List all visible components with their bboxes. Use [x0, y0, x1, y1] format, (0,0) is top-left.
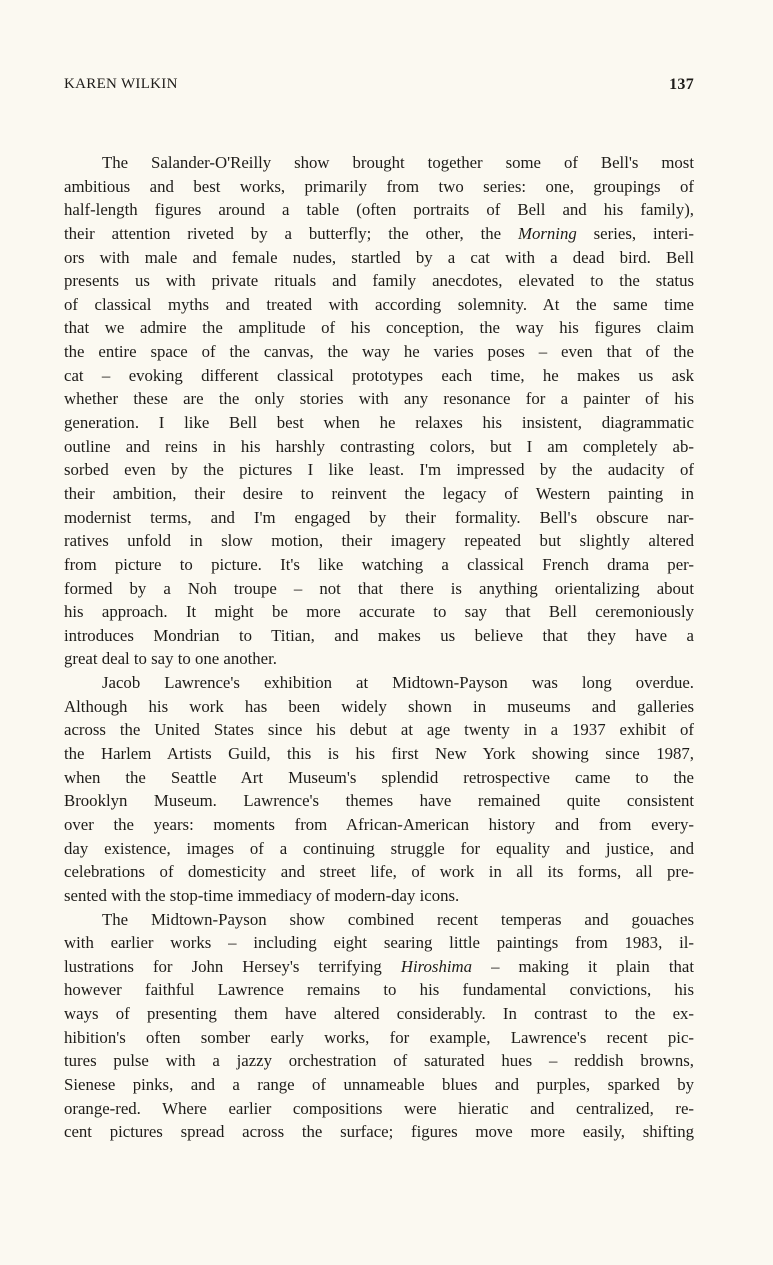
text-line: ratives unfold in slow motion, their imagery repeated but slightly altered — [64, 531, 694, 551]
text-line: Brooklyn Museum. Lawrence's themes have remained quite consistent — [64, 791, 694, 811]
text-line: ambitious and best works, primarily from two series: one, groupings of — [64, 176, 694, 196]
text-line: however faithful Lawrence remains to his fundamental convictions, his — [64, 980, 694, 1000]
running-head — [64, 76, 694, 100]
text-line: from picture to picture. It's like watching a classical French drama per- — [64, 554, 694, 574]
text-line: generation. I like Bell best when he relaxes his insistent, diagrammatic — [64, 413, 694, 433]
text-line: cat – evoking different classical prototypes each time, he makes us ask — [64, 365, 694, 385]
text-line: sented with the stop-time immediacy of modern-day icons. — [64, 885, 460, 905]
text-line: formed by a Noh troupe – not that there is anything orientalizing about — [64, 578, 694, 598]
text-line: lustrations for John Hersey's terrifying Hiroshima – making it plain that — [64, 956, 694, 976]
text-line: across the United States since his debut at age twenty in a 1937 exhibit of — [64, 720, 694, 740]
text-line: day existence, images of a continuing struggle for equality and justice, and — [64, 838, 694, 858]
text-line: great deal to say to one another. — [64, 649, 277, 669]
page-number: 137 — [669, 76, 694, 93]
text-line: Sienese pinks, and a range of unnameable blues and purples, sparked by — [64, 1074, 694, 1094]
text-line: their attention riveted by a butterfly; the other, the Morning series, interi- — [64, 223, 694, 243]
text-line: The Midtown-Payson show combined recent temperas and gouaches — [102, 909, 694, 929]
italic-title: Morning — [518, 223, 577, 243]
text-line: tures pulse with a jazzy orchestration of saturated hues – reddish browns, — [64, 1051, 694, 1071]
text-line: that we admire the amplitude of his conception, the way his figures claim — [64, 318, 694, 338]
text-line: orange-red. Where earlier compositions were hieratic and centralized, re- — [64, 1098, 694, 1118]
text-line: Jacob Lawrence's exhibition at Midtown-Payson was long overdue. — [102, 673, 694, 693]
text-line: of classical myths and treated with according solemnity. At the same time — [64, 294, 694, 314]
text-line: his approach. It might be more accurate to say that Bell ceremoniously — [64, 602, 694, 622]
text-line: introduces Mondrian to Titian, and makes us believe that they have a — [64, 625, 694, 645]
paragraph — [64, 908, 694, 1144]
text-line: sorbed even by the pictures I like least. I'm impressed by the audacity of — [64, 460, 694, 480]
text-line: Although his work has been widely shown in museums and galleries — [64, 696, 694, 716]
italic-title: Hiroshima — [400, 956, 473, 976]
text-line: over the years: moments from African-American history and from every- — [64, 814, 694, 834]
text-line: presents us with private rituals and family anecdotes, elevated to the status — [64, 271, 694, 291]
text-line: cent pictures spread across the surface; figures move more easily, shifting — [64, 1122, 694, 1142]
text-line: whether these are the only stories with any resonance for a painter of his — [64, 389, 694, 409]
text-line: their ambition, their desire to reinvent the legacy of Western painting in — [64, 483, 694, 503]
text-line: half-length figures around a table (often portraits of Bell and his family), — [64, 200, 694, 220]
running-head-author: KAREN WILKIN — [64, 76, 178, 92]
text-line: the Harlem Artists Guild, this is his first New York showing since 1987, — [64, 744, 694, 764]
text-line: the entire space of the canvas, the way he varies poses – even that of the — [64, 342, 694, 362]
text-line: with earlier works – including eight searing little paintings from 1983, il- — [64, 933, 694, 953]
text-line: modernist terms, and I'm engaged by their formality. Bell's obscure nar- — [64, 507, 694, 527]
paragraph — [64, 671, 694, 907]
text-line: The Salander-O'Reilly show brought together some of Bell's most — [102, 153, 694, 172]
paragraph — [64, 151, 694, 671]
body-text — [64, 151, 694, 1144]
text-line: ors with male and female nudes, startled by a cat with a dead bird. Bell — [64, 247, 694, 267]
text-line: hibition's often somber early works, for example, Lawrence's recent pic- — [64, 1027, 694, 1047]
text-line: outline and reins in his harshly contrasting colors, but I am completely ab- — [64, 436, 694, 456]
text-line: ways of presenting them have altered considerably. In contrast to the ex- — [64, 1004, 694, 1024]
text-line: when the Seattle Art Museum's splendid retrospective came to the — [64, 767, 694, 787]
text-line: celebrations of domesticity and street life, of work in all its forms, all pre- — [64, 862, 694, 882]
